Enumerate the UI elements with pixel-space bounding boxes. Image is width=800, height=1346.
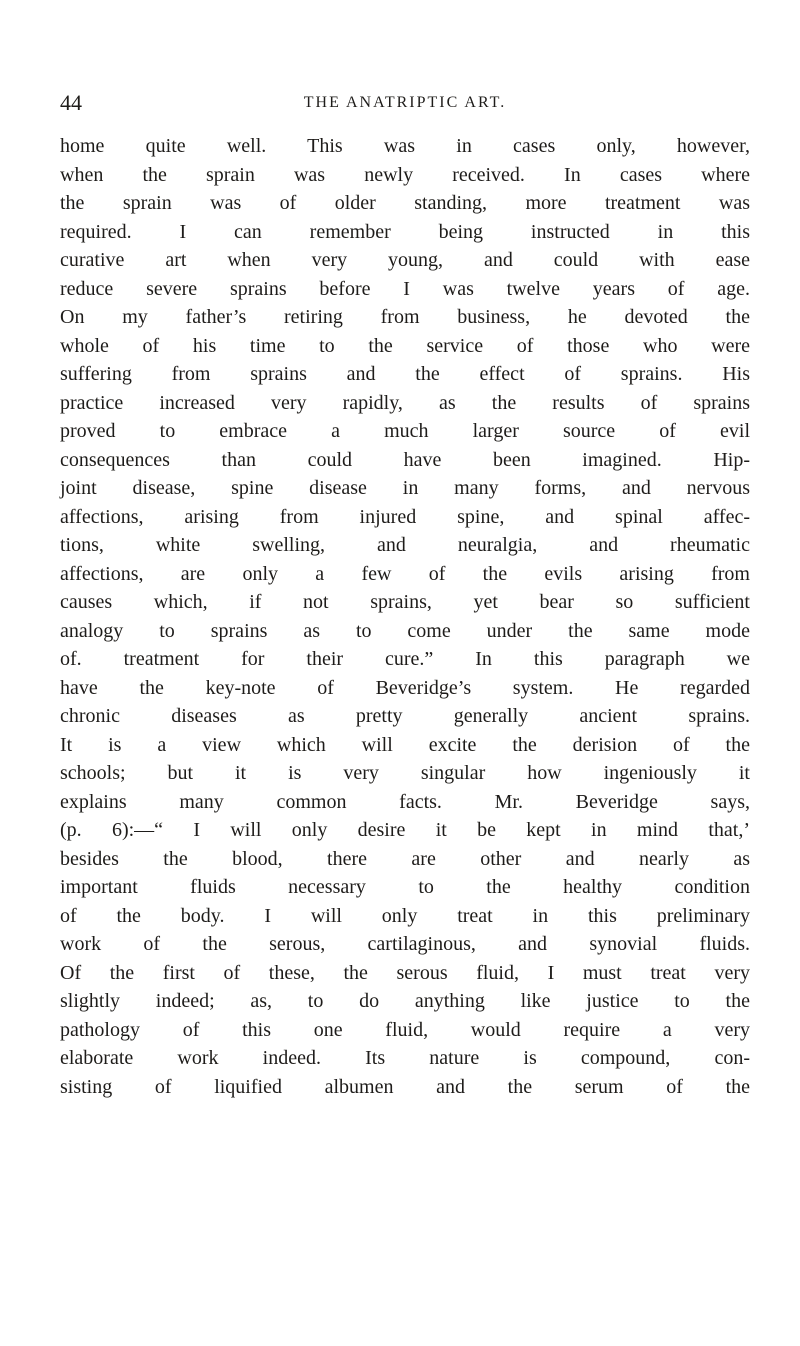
text-line: On my father’s retiring from business, he devoted the	[60, 306, 750, 328]
running-title: THE ANATRIPTIC ART.	[303, 94, 507, 111]
text-line: analogy to sprains as to come under the same mode	[60, 619, 750, 642]
text-line: besides the blood, there are other and nearly as	[60, 847, 750, 870]
text-line: consequences than could have been imagined. Hip-	[60, 448, 750, 471]
text-line: when the sprain was newly received. In cases where	[60, 163, 750, 186]
text-line: have the key-note of Beveridge’s system. He regarded	[60, 676, 750, 699]
running-head	[60, 90, 750, 116]
text-line: chronic diseases as pretty generally ancient sprains.	[60, 705, 750, 727]
text-line: Of the first of these, the serous fluid, I must treat very	[60, 961, 750, 984]
text-line: joint disease, spine disease in many forms, and nervous	[60, 477, 750, 499]
text-line: schools; but it is very singular how ingeniously it	[60, 762, 750, 784]
text-line: practice increased very rapidly, as the results of sprains	[60, 391, 750, 414]
text-line: of the body. I will only treat in this preliminary	[60, 904, 750, 927]
text-line: important fluids necessary to the healthy condition	[60, 876, 750, 898]
text-line: slightly indeed; as, to do anything like justice to the	[60, 990, 750, 1012]
page-number: 44	[60, 90, 82, 115]
body-text	[60, 132, 750, 1101]
text-line: causes which, if not sprains, yet bear so sufficient	[60, 591, 750, 613]
text-line: home quite well. This was in cases only, however,	[60, 135, 750, 157]
text-line: required. I can remember being instructed in this	[60, 220, 750, 243]
text-line: of. treatment for their cure.” In this paragraph we	[60, 648, 750, 670]
text-line: It is a view which will excite the derision of the	[60, 733, 750, 756]
text-line: affections, are only a few of the evils arising from	[60, 562, 750, 585]
text-line: work of the serous, cartilaginous, and synovial fluids.	[60, 933, 750, 955]
text-line: affections, arising from injured spine, and spinal affec-	[60, 505, 750, 528]
text-line: reduce severe sprains before I was twelve years of age.	[60, 277, 750, 300]
text-line: suffering from sprains and the effect of sprains. His	[60, 363, 750, 385]
text-line: tions, white swelling, and neuralgia, and rheumatic	[60, 534, 750, 556]
text-line: pathology of this one fluid, would require a very	[60, 1018, 750, 1041]
text-line: explains many common facts. Mr. Beveridge says,	[60, 790, 750, 813]
text-line: proved to embrace a much larger source of evil	[60, 420, 750, 442]
text-line: elaborate work indeed. Its nature is compound, con-	[60, 1047, 750, 1069]
text-line: curative art when very young, and could with ease	[60, 249, 750, 271]
text-line: whole of his time to the service of those who were	[60, 334, 750, 357]
text-line: the sprain was of older standing, more treatment was	[60, 192, 750, 214]
text-line: (p. 6):—“ I will only desire it be kept in mind that,’	[60, 819, 750, 841]
text-line: sisting of liquified albumen and the serum of the	[60, 1075, 750, 1098]
